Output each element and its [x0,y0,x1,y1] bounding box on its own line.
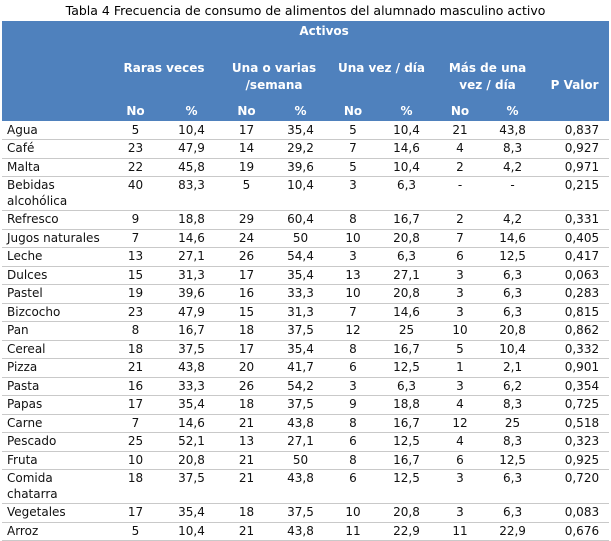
table-row [2,359,609,378]
food-name-cell: Dulces [2,266,108,285]
food-name-cell: Bizcocho [2,303,108,322]
unavez-percent-cell: 12,5 [378,359,435,378]
raras-percent-cell: 10,4 [163,522,220,541]
table-row [2,303,609,322]
unavez-no-cell: 7 [328,140,378,159]
unavez-no-cell: 13 [328,266,378,285]
p-valor-cell: 0,815 [540,303,609,322]
raras-no-cell: 5 [108,522,163,541]
semana-percent-cell: 37,5 [273,396,328,415]
unavez-percent-cell: 6,3 [378,177,435,211]
p-valor-cell: 0,332 [540,340,609,359]
unavez-no-cell: 3 [328,377,378,396]
semana-no-cell: 17 [220,266,273,285]
table-row [2,340,609,359]
unavez-percent-cell: 6,3 [378,377,435,396]
table-row [2,248,609,267]
raras-no-cell: 7 [108,229,163,248]
subheader-percent: % [163,98,220,121]
table-row [2,451,609,470]
masdeuna-no-cell: 2 [435,211,485,230]
semana-percent-cell: 10,4 [273,177,328,211]
masdeuna-no-cell: 3 [435,303,485,322]
p-valor-cell: 0,971 [540,158,609,177]
unavez-percent-cell: 14,6 [378,303,435,322]
semana-no-cell: 18 [220,322,273,341]
semana-no-cell: 18 [220,504,273,523]
raras-percent-cell: 20,8 [163,451,220,470]
table-row [2,266,609,285]
semana-no-cell: 17 [220,121,273,140]
food-name-cell: Papas [2,396,108,415]
masdeuna-percent-cell: 20,8 [485,322,540,341]
unavez-no-cell: 6 [328,359,378,378]
table-title: Tabla 4 Frecuencia de consumo de alimentos del alumnado masculino activo [65,3,546,18]
p-valor-cell: 0,925 [540,451,609,470]
raras-percent-cell: 33,3 [163,377,220,396]
raras-percent-cell: 43,8 [163,359,220,378]
subheader-no: No [108,98,163,121]
masdeuna-no-cell: - [435,177,485,211]
header-mas-de-una-vez-dia: Más de una vez / día [435,42,540,98]
semana-percent-cell: 54,4 [273,248,328,267]
p-valor-cell: 0,927 [540,140,609,159]
raras-no-cell: 18 [108,470,163,504]
food-name-cell: Refresco [2,211,108,230]
unavez-no-cell: 8 [328,340,378,359]
raras-percent-cell: 10,4 [163,121,220,140]
masdeuna-no-cell: 10 [435,322,485,341]
p-valor-cell: 0,676 [540,522,609,541]
header-una-vez-dia: Una vez / día [328,42,435,98]
raras-no-cell: 15 [108,266,163,285]
raras-percent-cell: 14,6 [163,229,220,248]
p-valor-cell: 0,083 [540,504,609,523]
table-row [2,396,609,415]
semana-no-cell: 18 [220,396,273,415]
p-valor-cell: 0,837 [540,121,609,140]
table-row [2,121,609,140]
masdeuna-percent-cell: 8,3 [485,433,540,452]
raras-percent-cell: 16,7 [163,322,220,341]
food-name-cell: Pan [2,322,108,341]
raras-percent-cell: 14,6 [163,414,220,433]
header-category-row [2,42,609,98]
semana-no-cell: 21 [220,451,273,470]
raras-no-cell: 25 [108,433,163,452]
subheader-no: No [435,98,485,121]
semana-percent-cell: 54,2 [273,377,328,396]
raras-no-cell: 8 [108,322,163,341]
raras-no-cell: 17 [108,396,163,415]
raras-no-cell: 9 [108,211,163,230]
unavez-percent-cell: 20,8 [378,285,435,304]
raras-percent-cell: 35,4 [163,504,220,523]
masdeuna-no-cell: 6 [435,451,485,470]
unavez-percent-cell: 16,7 [378,211,435,230]
p-valor-cell: 0,354 [540,377,609,396]
semana-percent-cell: 31,3 [273,303,328,322]
masdeuna-no-cell: 3 [435,266,485,285]
unavez-no-cell: 10 [328,285,378,304]
masdeuna-percent-cell: 12,5 [485,248,540,267]
semana-no-cell: 15 [220,303,273,322]
masdeuna-no-cell: 7 [435,229,485,248]
masdeuna-percent-cell: 6,2 [485,377,540,396]
semana-no-cell: 5 [220,177,273,211]
unavez-no-cell: 9 [328,396,378,415]
masdeuna-percent-cell: 4,2 [485,211,540,230]
unavez-no-cell: 3 [328,248,378,267]
unavez-no-cell: 8 [328,414,378,433]
unavez-no-cell: 10 [328,229,378,248]
semana-percent-cell: 29,2 [273,140,328,159]
header-activos: Activos [108,21,540,42]
raras-percent-cell: 83,3 [163,177,220,211]
unavez-percent-cell: 12,5 [378,433,435,452]
masdeuna-no-cell: 2 [435,158,485,177]
masdeuna-percent-cell: 8,3 [485,396,540,415]
semana-no-cell: 17 [220,340,273,359]
unavez-percent-cell: 14,6 [378,140,435,159]
semana-percent-cell: 43,8 [273,522,328,541]
raras-percent-cell: 37,5 [163,340,220,359]
semana-no-cell: 14 [220,140,273,159]
food-name-cell: Cereal [2,340,108,359]
food-name-cell: Jugos naturales [2,229,108,248]
table-body [2,121,609,541]
raras-no-cell: 13 [108,248,163,267]
header-group-row [2,21,609,42]
masdeuna-no-cell: 6 [435,248,485,267]
p-valor-cell: 0,323 [540,433,609,452]
semana-no-cell: 29 [220,211,273,230]
masdeuna-no-cell: 3 [435,285,485,304]
unavez-no-cell: 8 [328,211,378,230]
unavez-no-cell: 5 [328,121,378,140]
table-row [2,504,609,523]
unavez-no-cell: 6 [328,433,378,452]
p-valor-cell: 0,518 [540,414,609,433]
unavez-percent-cell: 10,4 [378,121,435,140]
raras-no-cell: 17 [108,504,163,523]
food-name-cell: Arroz [2,522,108,541]
food-name-cell: Vegetales [2,504,108,523]
p-valor-cell: 0,862 [540,322,609,341]
food-name-cell: Agua [2,121,108,140]
raras-percent-cell: 39,6 [163,285,220,304]
unavez-percent-cell: 6,3 [378,248,435,267]
semana-no-cell: 21 [220,470,273,504]
unavez-percent-cell: 20,8 [378,229,435,248]
semana-percent-cell: 43,8 [273,470,328,504]
table-row [2,140,609,159]
unavez-no-cell: 7 [328,303,378,322]
food-frequency-table [2,21,609,541]
unavez-no-cell: 6 [328,470,378,504]
unavez-percent-cell: 20,8 [378,504,435,523]
raras-no-cell: 10 [108,451,163,470]
p-valor-cell: 0,417 [540,248,609,267]
unavez-percent-cell: 27,1 [378,266,435,285]
masdeuna-no-cell: 3 [435,504,485,523]
semana-no-cell: 20 [220,359,273,378]
masdeuna-percent-cell: 25 [485,414,540,433]
raras-no-cell: 7 [108,414,163,433]
p-valor-cell: 0,725 [540,396,609,415]
semana-percent-cell: 41,7 [273,359,328,378]
food-name-cell: Malta [2,158,108,177]
masdeuna-no-cell: 1 [435,359,485,378]
table-row [2,522,609,541]
table-row [2,470,609,504]
p-valor-cell: 0,901 [540,359,609,378]
semana-percent-cell: 33,3 [273,285,328,304]
semana-no-cell: 16 [220,285,273,304]
table-row [2,433,609,452]
raras-no-cell: 40 [108,177,163,211]
p-valor-cell: 0,063 [540,266,609,285]
unavez-percent-cell: 16,7 [378,451,435,470]
semana-no-cell: 24 [220,229,273,248]
masdeuna-percent-cell: 12,5 [485,451,540,470]
masdeuna-no-cell: 3 [435,470,485,504]
header-subcolumn-row [2,98,609,121]
semana-percent-cell: 27,1 [273,433,328,452]
unavez-no-cell: 11 [328,522,378,541]
masdeuna-no-cell: 5 [435,340,485,359]
subheader-percent: % [485,98,540,121]
semana-no-cell: 13 [220,433,273,452]
masdeuna-no-cell: 11 [435,522,485,541]
semana-percent-cell: 37,5 [273,504,328,523]
masdeuna-percent-cell: 6,3 [485,470,540,504]
raras-percent-cell: 47,9 [163,303,220,322]
subheader-percent: % [378,98,435,121]
food-name-cell: Carne [2,414,108,433]
raras-no-cell: 18 [108,340,163,359]
masdeuna-percent-cell: 2,1 [485,359,540,378]
food-name-cell: Pizza [2,359,108,378]
semana-no-cell: 26 [220,377,273,396]
food-name-cell: Pastel [2,285,108,304]
unavez-percent-cell: 22,9 [378,522,435,541]
food-name-cell: Pasta [2,377,108,396]
masdeuna-percent-cell: 4,2 [485,158,540,177]
semana-percent-cell: 50 [273,451,328,470]
masdeuna-percent-cell: 43,8 [485,121,540,140]
masdeuna-percent-cell: 22,9 [485,522,540,541]
raras-percent-cell: 52,1 [163,433,220,452]
raras-no-cell: 23 [108,140,163,159]
table-row [2,177,609,211]
p-valor-cell: 0,283 [540,285,609,304]
semana-percent-cell: 60,4 [273,211,328,230]
food-name-cell: Bebidas alcohólica [2,177,108,211]
masdeuna-percent-cell: 6,3 [485,303,540,322]
table-row [2,285,609,304]
semana-no-cell: 26 [220,248,273,267]
raras-percent-cell: 45,8 [163,158,220,177]
header-raras-veces: Raras veces [108,42,220,98]
raras-no-cell: 23 [108,303,163,322]
unavez-no-cell: 3 [328,177,378,211]
header-p-valor: P Valor [540,42,609,98]
raras-percent-cell: 27,1 [163,248,220,267]
semana-no-cell: 21 [220,522,273,541]
semana-percent-cell: 35,4 [273,121,328,140]
masdeuna-no-cell: 21 [435,121,485,140]
masdeuna-no-cell: 3 [435,377,485,396]
raras-no-cell: 19 [108,285,163,304]
unavez-percent-cell: 12,5 [378,470,435,504]
food-name-cell: Café [2,140,108,159]
subheader-no: No [220,98,273,121]
table-row [2,211,609,230]
masdeuna-percent-cell: 6,3 [485,266,540,285]
raras-no-cell: 21 [108,359,163,378]
raras-no-cell: 16 [108,377,163,396]
unavez-percent-cell: 25 [378,322,435,341]
masdeuna-no-cell: 4 [435,433,485,452]
semana-percent-cell: 50 [273,229,328,248]
table-row [2,377,609,396]
p-valor-cell: 0,331 [540,211,609,230]
table-row [2,414,609,433]
unavez-percent-cell: 10,4 [378,158,435,177]
raras-percent-cell: 37,5 [163,470,220,504]
table-row [2,322,609,341]
unavez-no-cell: 5 [328,158,378,177]
table-row [2,229,609,248]
p-valor-cell: 0,215 [540,177,609,211]
masdeuna-percent-cell: 6,3 [485,285,540,304]
semana-percent-cell: 35,4 [273,266,328,285]
masdeuna-percent-cell: 8,3 [485,140,540,159]
raras-percent-cell: 35,4 [163,396,220,415]
semana-no-cell: 21 [220,414,273,433]
semana-percent-cell: 43,8 [273,414,328,433]
masdeuna-no-cell: 12 [435,414,485,433]
unavez-no-cell: 12 [328,322,378,341]
raras-no-cell: 22 [108,158,163,177]
unavez-no-cell: 10 [328,504,378,523]
subheader-percent: % [273,98,328,121]
masdeuna-percent-cell: - [485,177,540,211]
subheader-no: No [328,98,378,121]
p-valor-cell: 0,720 [540,470,609,504]
semana-percent-cell: 37,5 [273,322,328,341]
masdeuna-percent-cell: 10,4 [485,340,540,359]
raras-percent-cell: 31,3 [163,266,220,285]
semana-percent-cell: 35,4 [273,340,328,359]
table-row [2,158,609,177]
raras-percent-cell: 47,9 [163,140,220,159]
raras-no-cell: 5 [108,121,163,140]
masdeuna-percent-cell: 6,3 [485,504,540,523]
semana-percent-cell: 39,6 [273,158,328,177]
unavez-percent-cell: 16,7 [378,414,435,433]
masdeuna-no-cell: 4 [435,396,485,415]
header-una-o-varias-semana: Una o varias /semana [220,42,328,98]
unavez-percent-cell: 16,7 [378,340,435,359]
unavez-no-cell: 8 [328,451,378,470]
raras-percent-cell: 18,8 [163,211,220,230]
food-name-cell: Fruta [2,451,108,470]
food-name-cell: Leche [2,248,108,267]
unavez-percent-cell: 18,8 [378,396,435,415]
p-valor-cell: 0,405 [540,229,609,248]
food-name-cell: Comida chatarra [2,470,108,504]
food-name-cell: Pescado [2,433,108,452]
semana-no-cell: 19 [220,158,273,177]
masdeuna-percent-cell: 14,6 [485,229,540,248]
masdeuna-no-cell: 4 [435,140,485,159]
